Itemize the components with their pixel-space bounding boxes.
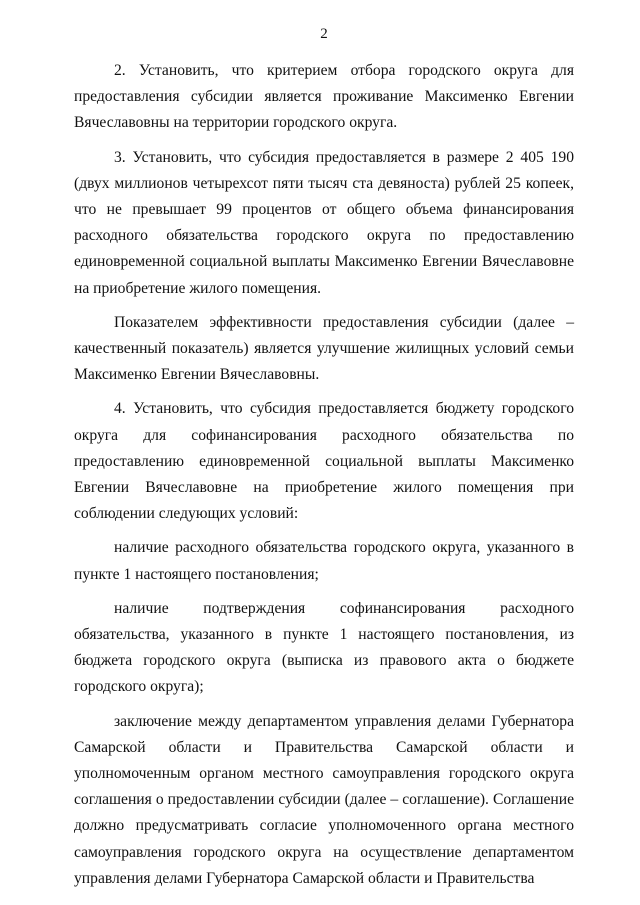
condition-cofinancing-confirmation: наличие подтверждения софинансирования расходного обязательства, указанного в пункте 1 настоящего постановления, из бюджета городского округа (выписка из правового акта о бюджете городского округа); — [74, 599, 574, 696]
page-number: 2 — [320, 26, 328, 42]
condition-agreement: заключение между департаментом управления делами Губернатора Самарской области и Правительства Самарской области и уполномоченным органом местного самоуправления городского округа соглашения о предоставлении субсидии (далее – соглашение). Соглашение должно предусматривать согласие уполномоченного органа местного самоуправления городского округа на осуществление департаментом управления делами Губернатора Самарской области и Правительства — [74, 712, 574, 887]
condition-budget-obligation: наличие расходного обязательства городского округа, указанного в пункте 1 настоящего постановления; — [74, 539, 574, 583]
paragraph-item-3: 3. Установить, что субсидия предоставляется в размере 2 405 190 (двух миллионов четырехсот пяти тысяч ста девяноста) рублей 25 копеек, что не превышает 99 процентов от общего объема финансирования расходного обязательства городского округа по предоставлению единовременной социальной выплаты Максименко Евгении Вячеславовне на приобретение жилого помещения. — [74, 148, 574, 297]
paragraph-item-2: 2. Установить, что критерием отбора городского округа для предоставления субсидии является проживание Максименко Евгении Вячеславовны на территории городского округа. — [74, 62, 574, 132]
paragraph-item-4: 4. Установить, что субсидия предоставляется бюджету городского округа для софинансирования расходного обязательства по предоставлению единовременной социальной выплаты Максименко Евгении Вячеславовне на приобретение жилого помещения при соблюдении следующих условий: — [74, 400, 574, 523]
paragraph-efficiency-indicator: Показателем эффективности предоставления субсидии (далее – качественный показатель) является улучшение жилищных условий семьи Максименко Евгении Вячеславовны. — [74, 313, 574, 384]
